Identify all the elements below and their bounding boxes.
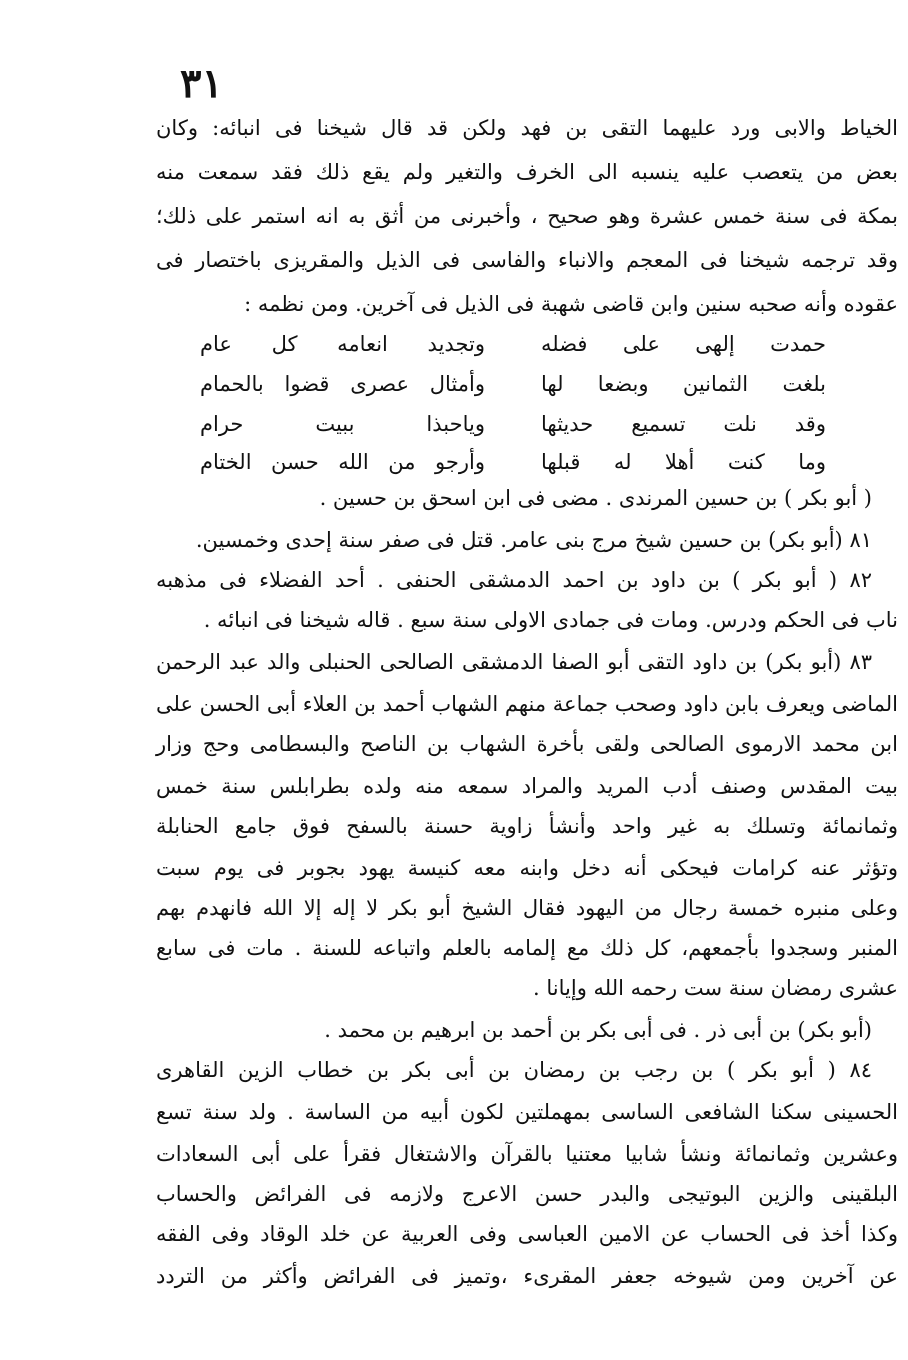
page-number: ٣١ — [180, 60, 223, 107]
entry-line: بيت المقدس وصنف أدب المريد والمراد سمعه منه ولده بطرابلس سنة خمس — [156, 774, 898, 798]
verse-left-hemistich: وياحبذا ببيت حرام — [200, 412, 485, 436]
text-line: بعض من يتعصب عليه ينسبه الى الخرف والتغير ولم يقع ذلك فقد سمعت منه — [156, 160, 898, 184]
entry-line: وكذا أخذ فى الحساب عن الامين العباسى وفى العربية عن خلد الوقاد وفى الفقه — [156, 1222, 898, 1246]
entry-line: المنبر وسجدوا بأجمعهم، كل ذلك مع إلمامه بالعلم واتباعه للسنة . مات فى سابع — [156, 936, 898, 960]
entry-line: الحسينى سكنا الشافعى الساسى بمهملتين لكون أبيه من الساسة . ولد سنة تسع — [156, 1100, 898, 1124]
entry-line: ٨٢ ( أبو بكر ) بن داود بن احمد الدمشقى الحنفى . أحد الفضلاء فى مذهبه — [156, 568, 872, 592]
entry-line: عشرى رمضان سنة ست رحمه الله وإيانا . — [533, 976, 898, 1000]
entry-line: ( أبو بكر ) بن حسين المرندى . مضى فى ابن اسحق بن حسين . — [319, 486, 872, 510]
text-line: بمكة فى سنة خمس عشرة وهو صحيح ، وأخبرنى من أثق به انه استمر على ذلك؛ — [156, 204, 898, 228]
entry-line: (أبو بكر) بن أبى ذر . فى أبى بكر بن أحمد بن ابرهيم بن محمد . — [324, 1018, 872, 1042]
entry-line: وعشرين وثمانمائة ونشأ شابيا معتنيا بالقرآن والاشتغال فقرأ على أبى السعادات — [156, 1142, 898, 1166]
text-line: عقوده وأنه صحبه سنين وابن قاضى شهبة فى الذيل فى آخرين. ومن نظمه : — [244, 292, 898, 316]
entry-line: ٨٤ ( أبو بكر ) بن رجب بن رمضان بن أبى بكر بن خطاب الزين القاهرى — [156, 1058, 872, 1082]
text-line: الخياط والابى ورد عليهما التقى بن فهد ولكن قد قال شيخنا فى انبائه: وكان — [156, 116, 898, 140]
verse-right-hemistich: بلغت الثمانين وبضعا لها — [541, 372, 826, 396]
verse-left-hemistich: وأمثال عصرى قضوا بالحمام — [200, 372, 485, 396]
verse-right-hemistich: وقد نلت تسميع حديثها — [541, 412, 826, 436]
verse-right-hemistich: حمدت إلهى على فضله — [541, 332, 826, 356]
verse-line — [200, 324, 826, 364]
verse-line — [200, 404, 826, 444]
entry-line: الماضى ويعرف بابن داود وصحب جماعة منهم الشهاب أحمد بن العلاء أبى الحسن على — [156, 692, 898, 716]
entry-line: البلقينى والزين البوتيجى والبدر حسن الاعرج ولازمه فى الفرائض والحساب — [156, 1182, 898, 1206]
verse-line — [200, 364, 826, 404]
entry-line: ناب فى الحكم ودرس. ومات فى جمادى الاولى سنة سبع . قاله شيخنا فى انبائه . — [203, 608, 898, 632]
entry-line: ٨١ (أبو بكر) بن حسين شيخ مرج بنى عامر. قتل فى صفر سنة إحدى وخمسين. — [195, 528, 872, 552]
entry-line: وتؤثر عنه كرامات فيحكى أنه دخل وابنه معه كنيسة يهود بجوبر فى يوم سبت — [156, 856, 898, 880]
text-line: وقد ترجمه شيخنا فى المعجم والانباء والفاسى فى الذيل والمقريزى باختصار فى — [156, 248, 898, 272]
entry-line: ابن محمد الارموى الصالحى ولقى بأخرة الشهاب بن الناصح والبسطامى وحج وزار — [156, 732, 898, 756]
entry-line: وثمانمائة وتسلك به غير واحد وأنشأ زاوية حسنة بالسفح فوق جامع الحنابلة — [156, 814, 898, 838]
entry-line: وعلى منبره خمسة رجال من اليهود فقال الشيخ أبو بكر لا إله إلا الله فانهدم بهم — [156, 896, 898, 920]
entry-line: عن آخرين ومن شيوخه جعفر المقرىء ،وتميز فى الفرائض وأكثر من التردد — [156, 1264, 898, 1288]
verse-left-hemistich: وتجديد انعامه كل عام — [200, 332, 485, 356]
verse-left-hemistich: وأرجو من الله حسن الختام — [200, 450, 485, 474]
verse-line — [200, 442, 826, 482]
entry-line: ٨٣ (أبو بكر) بن داود التقى أبو الصفا الدمشقى الصالحى الحنبلى والد عبد الرحمن — [156, 650, 872, 674]
verse-right-hemistich: وما كنت أهلا له قبلها — [541, 450, 826, 474]
